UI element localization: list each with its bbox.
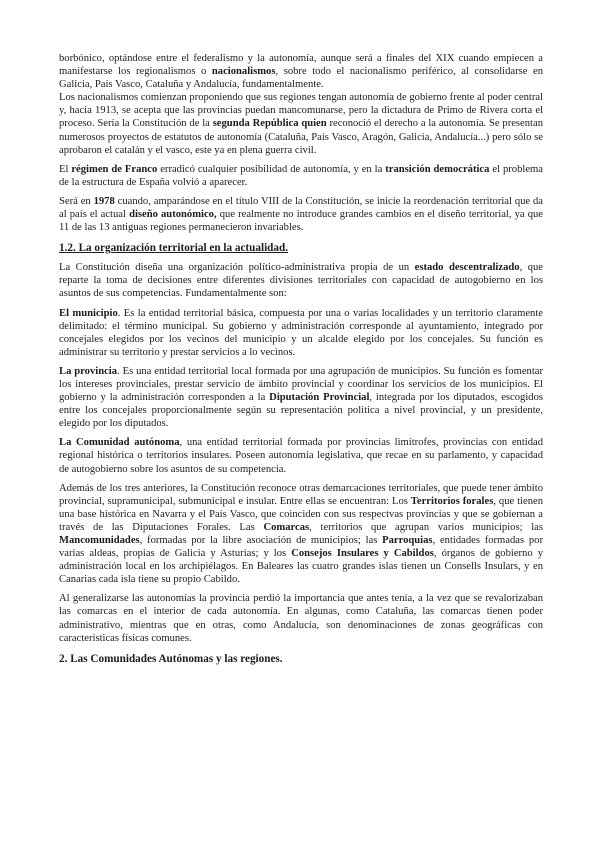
- paragraph-comunidad-autonoma: La Comunidad autónoma, una entidad territorial formada por provincias limítrofes, provincias con entidad regional histórica o territorios insulares. Poseen autonomía legislativa, que recae en su parlamento, y capacidad de autogobierno sobre los asuntos de su competencia.: [59, 437, 544, 475]
- paragraph-municipio: El municipio. Es la entidad territorial básica, compuesta por una o varias localidades y un territorio claramente delimitado: el término municipal. Su gobierno y administración corresponde al ayuntamiento, integrado por concejales elegidos por los vecinos del municipio y un alcalde elegido por los concejales. Su función es administrar su territorio y prestar servicios a lo vecinos.: [59, 307, 543, 358]
- paragraph-other-demarcations: Además de los tres anteriores, la Constitución reconoce otras demarcaciones territoriales, que puede tener ámbito provincial, supramunicipal, submunicipal e insular. Entre ellas se encuentran: Los Territorios forales, que tienen una base histórica en Navarra y el País Vasco, que coinciden con sus respectvas provincias y que se gobiernan a través de las Diputaciones Forales. Las Comarcas, territorios que agrupan varios municipios; las Mancomunidades, formadas por la libre asociación de municipios; las Parroquias, entidades formadas por varias aldeas, propias de Galicia y Asturias; y los Consejos Insulares y Cabildos, órganos de gobierno y administración local en los archipiélagos. En Baleares las cuatro grandes islas tienen un Consells Insulars, y en Canarias cada isla tiene su propio Cabildo.: [59, 482, 543, 586]
- paragraph-province-importance: Al generalizarse las autonomías la provincia perdió la importancia que antes tenía, a la vez que se revalorizaban las comarcas en el interior de cada autonomía. En algunas, como Cataluña, las comarcas tienen poder administrativo, mientras que en otras, como Andalucía, son denominaciones de zonas geográficas con características físicas comunes.: [59, 593, 543, 644]
- paragraph-decentralized-state: La Constitución diseña una organización político-administrativa propia de un estado descentralizado, que reparte la toma de decisiones entre diferentes divisiones territoriales con capacidad de autogobierno en los asuntos de sus competencias. Fundamentalmente son:: [59, 262, 543, 300]
- paragraph-1978-constitution: Será en 1978 cuando, amparándose en el título VIII de la Constitución, se inicie la reordenación territorial que da al país el actual diseño autonómico, que realmente no introduce grandes cambios en el diseño territorial, ya que 11 de las 13 antiguas regiones permanecieron invariables.: [59, 195, 543, 234]
- section-heading-autonomous-communities: 2. Las Comunidades Autónomas y las regiones.: [59, 652, 283, 665]
- paragraph-provincia: La provincia. Es una entidad territorial local formada por una agrupación de municipios. Su función es fomentar los intereses provinciales, prestar servicio de ámbito provincial y coordinar los servicios de los municipios. El gobierno y la administración corresponden a la Diputación Provincial, integrada por los diputados, escogidos entre los concejales proporcionalmente según su representación política a nivel provincial, y un presidente, elegido por los diputados.: [59, 365, 543, 430]
- paragraph-nationalisms-origin: borbónico, optándose entre el federalismo y la autonomía, aunque será a finales del XIX cuando empiecen a manifestarse los regionalismos o nacionalismos, sobre todo el nacionalismo periférico, al consolidarse en Galicia, País Vasco, Cataluña y Andalucía, fundamentalmente.: [59, 53, 543, 91]
- section-heading-territorial-organization: 1.2. La organización territorial en la actualidad.: [59, 242, 289, 255]
- document-page: [59, 52, 543, 666]
- paragraph-nationalisms-proposals: Los nacionalismos comienzan proponiendo que sus regiones tengan autonomía de gobierno frente al poder central y, hacia 1913, se acepta que las provincias puedan mancomunarse, pero la dictadura de Primo de Rivera corta el proceso. Sería la Constitución de la segunda República quien reconoció el derecho a la autonomía. Se presentan numerosos proyectos de estatutos de autonomía (Cataluña, País Vasco, Aragón, Galicia, Andalucía...) pero sólo se aprobaron el catalán y el vasco, este ya en plena guerra civil.: [59, 92, 543, 156]
- paragraph-franco-regime: El régimen de Franco erradicó cualquier posibilidad de autonomía, y en la transición democrática el problema de la estructura de España volvió a aparecer.: [59, 163, 543, 188]
